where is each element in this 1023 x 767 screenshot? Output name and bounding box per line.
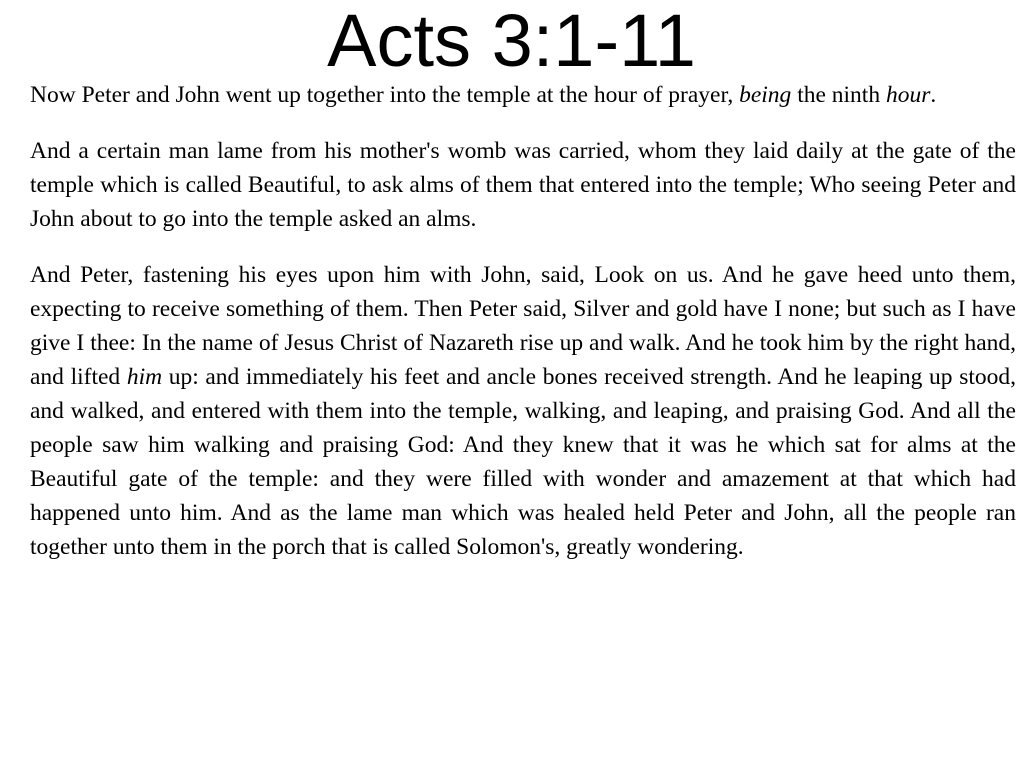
paragraph-3 [30,258,1016,564]
p1-text-c: the ninth [791,82,886,108]
p1-text-a: Now Peter and John went up together into the temple at the hour of prayer, [30,82,740,108]
p1-italic-hour: hour [885,82,931,108]
p3-text-a: And Peter, fastening his eyes upon him with John, said, Look on us. And he gave heed unto them, expecting to receive something of them. Then Peter said, Silver and gold have I none; but such as I have give I thee: In the name of Jesus Christ of Nazareth rise up and walk. And he took him by the right hand, and lifted [30,262,1016,390]
paragraph-1 [30,78,1016,112]
p1-text-e: . [930,82,937,108]
scripture-text [30,78,1016,564]
p3-text-c: up: and immediately his feet and ancle bones received strength. And he leaping up stood, and walked, and entered with them into the temple, walking, and leaping, and praising God. And all the people saw him walking and praising God: And they knew that it was he which sat for alms at the Beautiful gate of the temple: and they were filled with wonder and amazement at that which had happened unto him. And as the lame man which was healed held Peter and John, all the people ran together unto them in the porch that is called Solomon's, greatly wondering. [30,364,1016,560]
p3-italic-him: him [126,364,163,390]
p2-text: And a certain man lame from his mother's womb was carried, whom they laid daily at the gate of the temple which is called Beautiful, to ask alms of them that entered into the temple; Who seeing Peter and John about to go into the temple asked an alms. [30,138,1016,232]
p1-italic-being: being [739,82,792,108]
slide-title: Acts 3:1-11 [327,0,696,82]
paragraph-2 [30,134,1016,236]
